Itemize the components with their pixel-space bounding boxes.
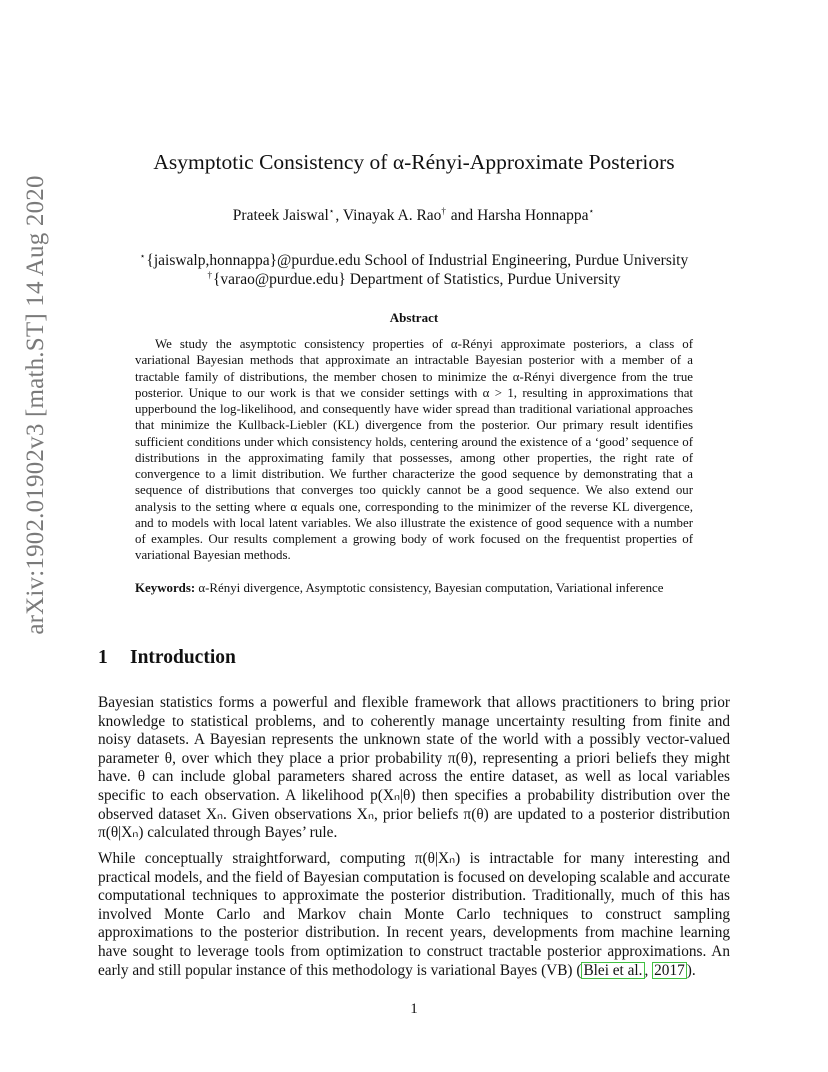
keywords-line bbox=[135, 580, 693, 596]
author-name: Prateek Jaiswal bbox=[232, 207, 329, 224]
affiliation-mark: † bbox=[441, 206, 446, 216]
affiliation-mark: ⋆ bbox=[588, 206, 595, 216]
affiliation-mark: ⋆ bbox=[328, 206, 335, 216]
keywords-text: α-Rényi divergence, Asymptotic consistency, Bayesian computation, Variational inference bbox=[198, 581, 664, 595]
citation-link-year[interactable]: 2017 bbox=[654, 961, 685, 979]
page-number: 1 bbox=[410, 1001, 418, 1017]
author-separator: , bbox=[335, 207, 343, 224]
section-heading bbox=[98, 647, 236, 669]
affiliation-line bbox=[0, 270, 828, 289]
section-number: 1 bbox=[98, 647, 108, 668]
keywords-label: Keywords: bbox=[135, 581, 196, 595]
citation-link-author[interactable]: Blei et al. bbox=[583, 961, 643, 979]
affiliation-mark: † bbox=[207, 270, 212, 280]
paragraph-end: ). bbox=[686, 961, 696, 979]
body-paragraph bbox=[98, 850, 730, 980]
abstract-heading: Abstract bbox=[389, 310, 439, 325]
body-paragraph: Bayesian statistics forms a powerful and flexible framework that allows practitioners to bring prior knowledge to statistical problems, and to coherently manage uncertainty resulting from finite and noisy datasets. A Bayesian represents the unknown state of the world with a possibly vector-valued parameter θ, over which they place a prior probability π(θ), representing a priori beliefs they might have. θ can include global parameters shared across the entire dataset, as well as local variables specific to each observation. A likelihood p(Xₙ|θ) then specifies a probability distribution over the observed dataset Xₙ. Given observations Xₙ, prior beliefs π(θ) are updated to a posterior distribution π(θ|Xₙ) calculated through Bayes’ rule. bbox=[98, 694, 730, 842]
paper-title: Asymptotic Consistency of α-Rényi-Approximate Posteriors bbox=[153, 150, 675, 174]
affiliation-mark: ⋆ bbox=[139, 251, 146, 261]
author-name: Vinayak A. Rao bbox=[342, 207, 442, 224]
author-list bbox=[0, 206, 828, 225]
section-title: Introduction bbox=[130, 647, 236, 668]
paragraph-text: While conceptually straightforward, computing π(θ|Xₙ) is intractable for many interesting and practical models, and the field of Bayesian computation is focused on developing scalable and accurate computational techniques to approximate the posterior distribution. Traditionally, much of this has involved Monte Carlo and Markov chain Monte Carlo techniques to construct sampling approximations to the posterior distribution. In recent years, developments from machine learning have sought to leverage tools from optimization to construct tractable posterior approximations. An early and still popular instance of this methodology is variational Bayes (VB) ( bbox=[98, 850, 730, 979]
author-name: Harsha Honnappa bbox=[477, 207, 589, 224]
abstract-text: We study the asymptotic consistency properties of α-Rényi approximate posteriors, a class of variational Bayesian methods that approximate an intractable Bayesian posterior with a member of a tractable family of distributions, the member chosen to minimize the α-Rényi divergence from the true posterior. Unique to our work is that we consider settings with α > 1, resulting in approximations that upperbound the log-likelihood, and consequently have wider spread than traditional variational approaches that minimize the Kullback-Liebler (KL) divergence from the posterior. Our primary result identifies sufficient conditions under which consistency holds, centering around the existence of a ‘good’ sequence of distributions in the approximating family that possesses, among other properties, the right rate of convergence to a limit distribution. We further characterize the good sequence by demonstrating that a sequence of distributions that converges too quickly cannot be a good sequence. We also extend our analysis to the setting where α equals one, corresponding to the minimizer of the reverse KL divergence, and to models with local latent variables. We also illustrate the existence of good sequence with a number of examples. Our results complement a growing body of work focused on the frequentist properties of variational Bayesian methods. bbox=[135, 337, 693, 563]
arxiv-identifier[interactable]: arXiv:1902.01902v3 [math.ST] 14 Aug 2020 bbox=[22, 175, 49, 635]
affiliation-text: {jaiswalp,honnappa}@purdue.edu School of Industrial Engineering, Purdue University bbox=[146, 252, 689, 269]
citation-separator: , bbox=[644, 961, 653, 979]
author-separator: and bbox=[446, 207, 478, 224]
affiliation-text: {varao@purdue.edu} Department of Statistics, Purdue University bbox=[212, 271, 621, 288]
affiliation-line bbox=[0, 251, 828, 270]
